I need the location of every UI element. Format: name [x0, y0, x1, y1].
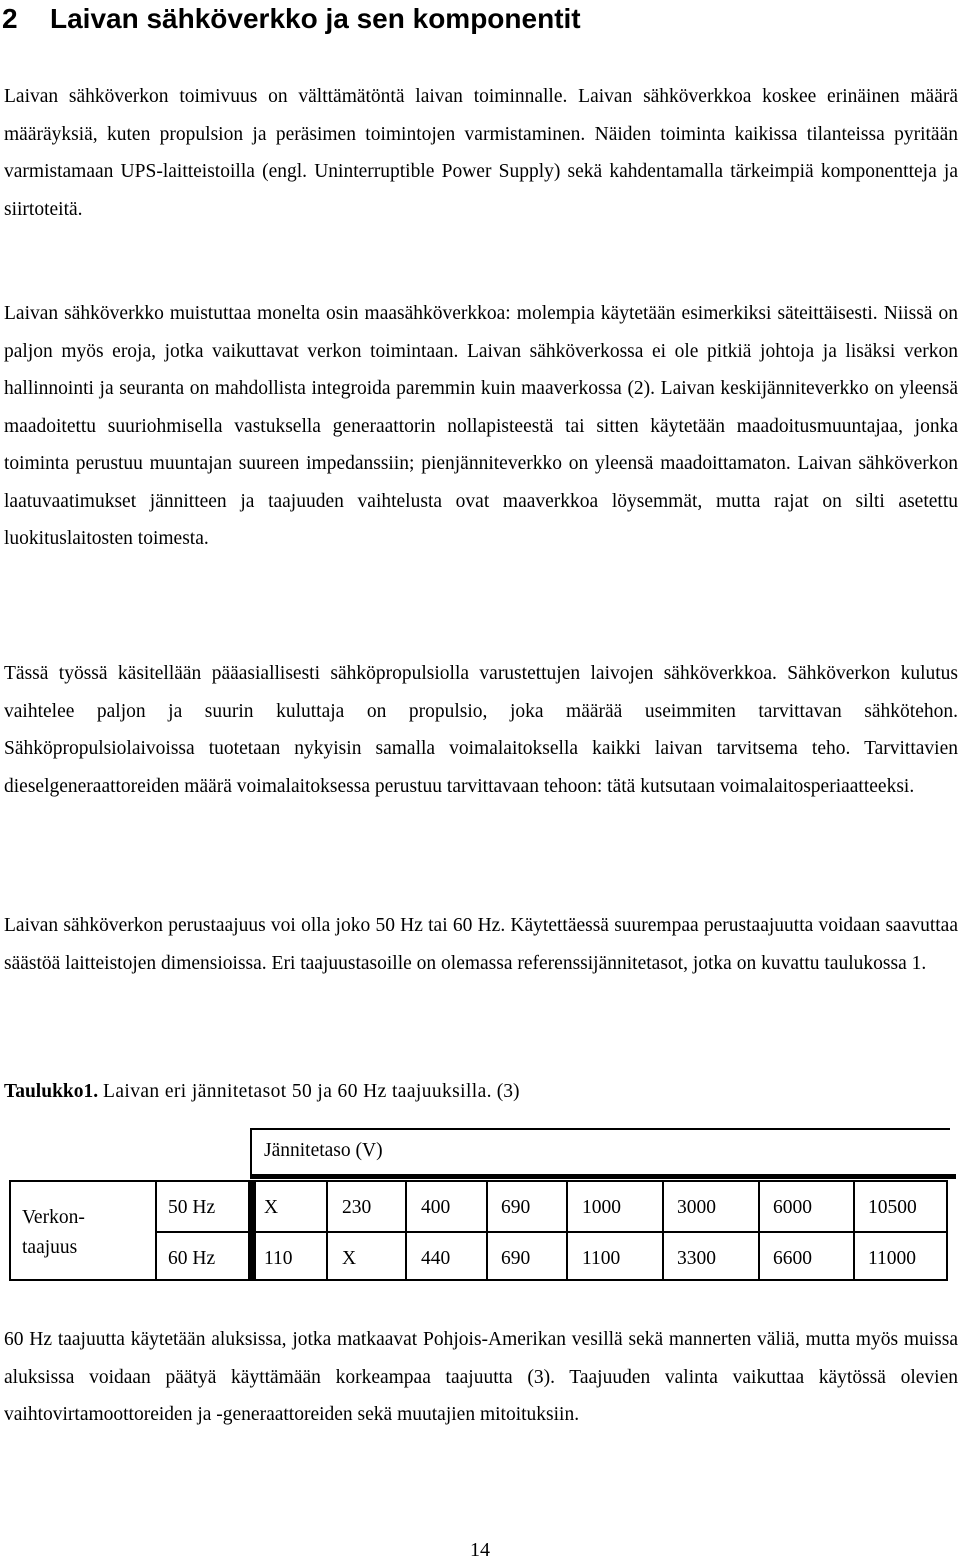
table-cell: 1100 — [582, 1248, 621, 1269]
table-col-divider — [486, 1180, 488, 1281]
table-cell-freq: 60 Hz — [168, 1248, 216, 1269]
paragraph-intro: Laivan sähköverkon toimivuus on välttämätöntä laivan toiminnalle. Laivan sähköverkkoa koskee erinäinen määrä määräyksiä, kuten propulsion ja peräsimen toimintojen varmistaminen. Näiden toiminta kaikissa tilanteissa pyritään varmistamaan UPS-laitteistoilla (engl. Uninterruptible Power Supply) sekä kahdentamalla tärkeimpiä komponentteja ja siirtoteitä. — [4, 86, 958, 220]
table-caption-ref: (3) — [496, 1081, 520, 1102]
table-col-divider — [566, 1180, 568, 1281]
table-cell: 690 — [501, 1248, 531, 1269]
table-caption-text: Laivan eri jännitetasot 50 ja 60 Hz taajuuksilla. — [103, 1081, 492, 1102]
table-row-label-line1: Verkon- — [22, 1207, 85, 1228]
paragraph-comparison: Laivan sähköverkko muistuttaa monelta osin maasähköverkkoa: molempia käytetään esimerkiksi säteittäisesti. Niissä on paljon myös eroja, jotka vaikuttavat verkon toimintaan. Laivan sähköverkossa ei ole pitkiä johtoja ja lisäksi verkon hallinnointi ja seuranta on mahdollista integroida paremmin kuin maaverkossa (2). Laivan keskijänniteverkko on yleensä maadoitettu suuriohmisella vastuksella generaattorin nollapisteestä tai sitten käytetään maadoitusmuuntajaa, jonka toiminta perustuu muuntajan suureen impedanssiin; pienjänniteverkko on yleensä maadoittamaton. Laivan sähköverkon laatuvaatimukset jännitteen ja taajuuden vaihtelusta ovat maaverkkoa löysemmät, mutta rajat on silti asetettu luokituslaitosten toimesta. — [4, 303, 958, 549]
table-cell: X — [264, 1197, 279, 1218]
paragraph-electric-propulsion: Tässä työssä käsitellään pääasiallisesti sähköpropulsiolla varustettujen laivojen sähköverkkoa. Sähköverkon kulutus vaihtelee paljon ja suurin kuluttaja on propulsio, joka määrää useimmiten tarvittavan sähkötehon. Sähköpropulsiolaivoissa tuotetaan nykyisin samalla voimalaitoksella kaikki laivan tarvitsema teho. Tarvittavien dieselgeneraattoreiden määrä voimalaitoksessa perustuu tarvittavaan tehoon: tätä kutsutaan voimalaitosperiaatteeksi. — [4, 663, 958, 797]
table-header-voltage-level: Jännitetaso (V) — [264, 1140, 383, 1161]
table-header-top-border — [250, 1128, 950, 1130]
table-cell: 6000 — [773, 1197, 812, 1218]
table-cell: 440 — [421, 1248, 451, 1269]
table-col-divider — [853, 1180, 855, 1281]
table-col-divider — [662, 1180, 664, 1281]
table-cell: 11000 — [868, 1248, 917, 1269]
table-cell: 400 — [421, 1197, 451, 1218]
table-col-divider — [758, 1180, 760, 1281]
table-col-divider — [405, 1180, 407, 1281]
table-cell: 1000 — [582, 1197, 621, 1218]
table-cell: 10500 — [868, 1197, 917, 1218]
table-cell: 690 — [501, 1197, 531, 1218]
section-number: 2 — [2, 3, 18, 34]
table-cell: 3000 — [677, 1197, 716, 1218]
table-col-divider — [326, 1180, 328, 1281]
table-row-label-line2: taajuus — [22, 1237, 78, 1258]
table-cell: 3300 — [677, 1248, 716, 1269]
paragraph-frequency: Laivan sähköverkon perustaajuus voi olla joko 50 Hz tai 60 Hz. Käytettäessä suurempaa perustaajuutta voidaan saavuttaa säästöä laitteistojen dimensioissa. Eri taajuustasoille on olemassa referenssijännitetasot, jotka on kuvattu taulukossa 1. — [4, 915, 958, 974]
table-header-left-border — [250, 1128, 252, 1178]
section-heading — [2, 2, 581, 36]
table-cell: X — [342, 1248, 357, 1269]
page-number: 14 — [470, 1539, 490, 1561]
table-row-divider — [155, 1231, 948, 1233]
table-cell: 6600 — [773, 1248, 812, 1269]
table-divider-thick — [248, 1180, 256, 1281]
section-title: Laivan sähköverkko ja sen komponentit — [50, 3, 581, 34]
table-row-label — [22, 1203, 132, 1263]
table-cell-freq: 50 Hz — [168, 1197, 216, 1218]
table-header-bottom-border — [250, 1174, 956, 1179]
table-caption — [4, 1074, 520, 1110]
table-caption-label: Taulukko1. — [4, 1081, 99, 1102]
paragraph-60hz: 60 Hz taajuutta käytetään aluksissa, jotka matkaavat Pohjois-Amerikan vesillä sekä mannerten väliä, mutta myös muissa aluksissa voidaan päätyä käyttämään korkeampaa taajuutta (3). Taajuuden valinta vaikuttaa käytössä olevien vaihtovirtamoottoreiden ja -generaattoreiden sekä muutajien mitoituksiin. — [4, 1329, 958, 1425]
table-cell: 230 — [342, 1197, 372, 1218]
table-cell: 110 — [264, 1248, 293, 1269]
